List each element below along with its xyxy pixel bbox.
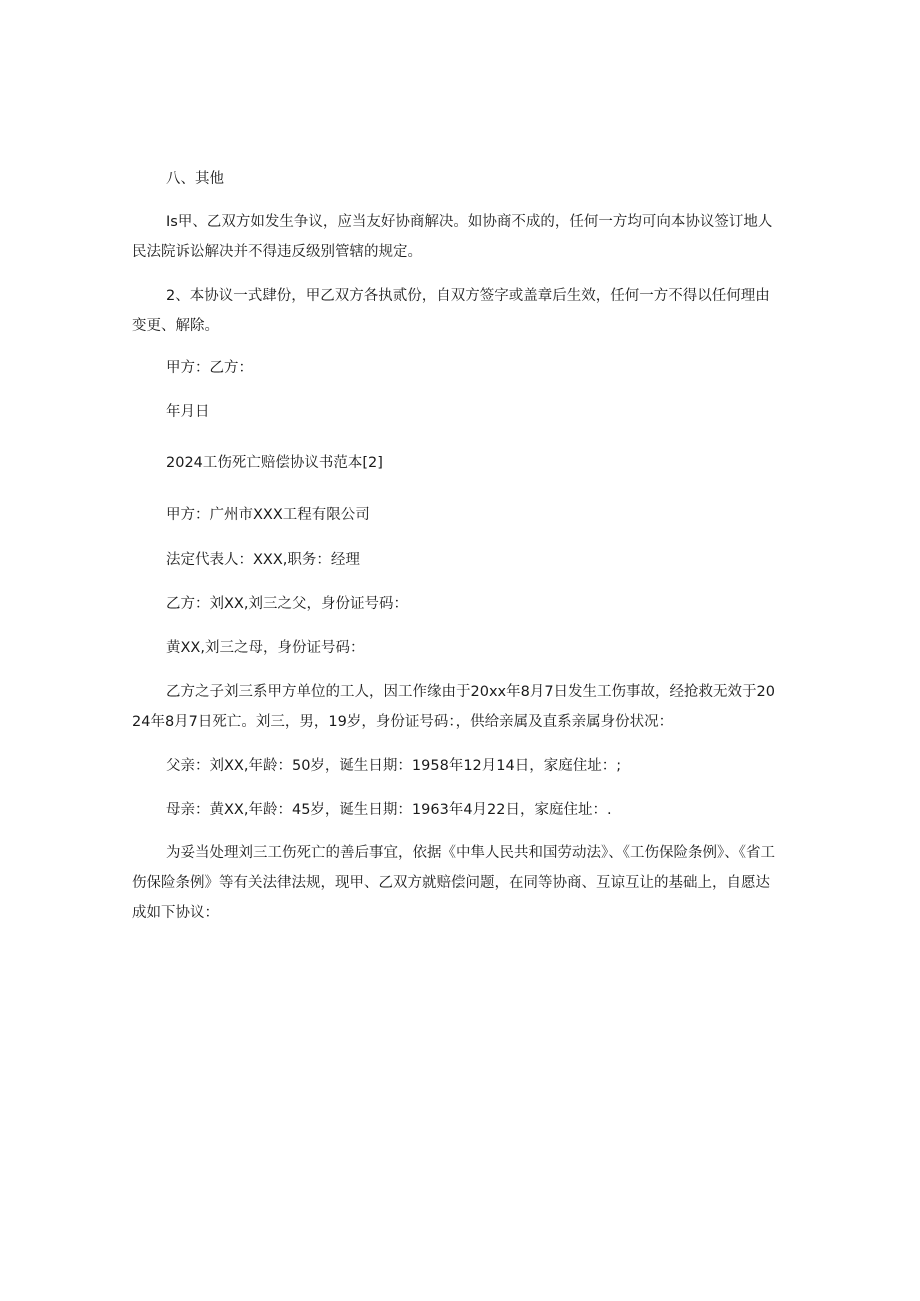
agreement-title: 2024工伤死亡赔偿协议书范本[2] xyxy=(166,455,383,471)
paragraph-incident-description: 乙方之子刘三系甲方单位的工人，因工作缘由于20xx年8月7日发生工伤事故，经抢救无效于2024年8月7日死亡。刘三，男，19岁，身份证号码：，供给亲属及直系亲属身份状况： xyxy=(132,684,776,730)
paragraph-agreement-basis: 为妥当处理刘三工伤死亡的善后事宜，依据《中隼人民共和国劳动法》、《工伤保险条例》、《省工伤保险条例》等有关法律法规，现甲、乙双方就赔偿问题，在同等协商、互谅互让的基础上，自愿达成如下协议： xyxy=(132,845,775,921)
paragraph-copies-effect: 2、本协议一式肆份，甲乙双方各执贰份，自双方签字或盖章后生效，任何一方不得以任何理由变更、解除。 xyxy=(132,288,770,334)
party-b-mother-line: 黄XX,刘三之母，身份证号码： xyxy=(166,640,365,656)
section-heading-other: 八、其他 xyxy=(166,171,224,187)
date-line: 年月日 xyxy=(166,404,210,420)
legal-representative-line: 法定代表人：XXX,职务：经理 xyxy=(166,552,360,568)
party-a-line: 甲方：广州市XXX工程有限公司 xyxy=(166,507,370,523)
paragraph-dispute-resolution: Is甲、乙双方如发生争议，应当友好协商解决。如协商不成的，任何一方均可向本协议签订地人民法院诉讼解决并不得违反级别管辖的规定。 xyxy=(132,214,773,260)
father-details-line: 父亲：刘XX,年龄：50岁，诞生日期：1958年12月14日，家庭住址：; xyxy=(166,758,622,774)
party-b-father-line: 乙方：刘XX,刘三之父，身份证号码： xyxy=(166,596,408,612)
mother-details-line: 母亲：黄XX,年龄：45岁，诞生日期：1963年4月22日，家庭住址：. xyxy=(166,802,612,818)
signature-parties-line: 甲方：乙方： xyxy=(166,360,253,376)
